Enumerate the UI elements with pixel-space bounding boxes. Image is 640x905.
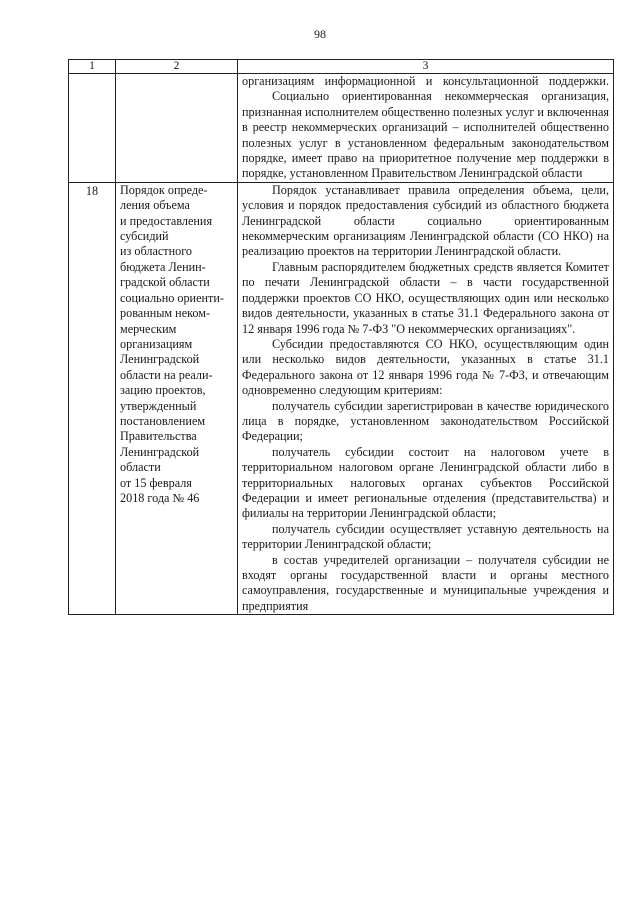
row-paragraph: в состав учредителей организации – получателя субсидии не входят органы государственной власти и органы местного самоуправления, государственные и муниципальные учреждения и предприятия [242,552,609,613]
row-title-line: рованным неком- [120,306,211,321]
row-text-cell [238,182,614,614]
row-paragraph: Субсидии предоставляются СО НКО, осуществляющим один или несколько видов деятельности, указанных в статье 31.1 Федерального закона от 12 января 1996 года № 7-ФЗ, и отвечающим одновременно следующим критериям: [242,336,609,398]
continuation-paragraph: Социально ориентированная некоммерческая организация, признанная исполнителем общественно полезных услуг и включенная в реестр некоммерческих организаций – исполнителей общественно полезных услуг в установленном федеральным законодательством порядке, имеет право на приоритетное получение мер поддержки в порядке, установленном Правительством Ленинградской области [242,89,609,181]
document-table [68,59,614,615]
header-col-3: 3 [238,60,614,74]
row-title-line: утвержденный [120,398,197,413]
row-title-line: Ленинградской [120,444,200,459]
row-title-line: Ленинградской [120,352,200,367]
continuation-number-cell [69,74,116,183]
header-col-2: 2 [116,60,238,74]
row-paragraph: Главным распорядителем бюджетных средств является Комитет по печати Ленинградской области – в части государственной поддержки проектов СО НКО, осуществляющих один или несколько видов деятельности, указанных в статье 31.1 Федерального закона от 12 января 1996 года № 7-ФЗ "О некоммерческих организациях". [242,259,609,336]
continuation-paragraph: организациям информационной и консультационной поддержки. [242,74,609,88]
row-title-line: зацию проектов, [120,383,206,398]
row-paragraph: получатель субсидии зарегистрирован в качестве юридического лица в порядке, установленном законодательством Российской Федерации; [242,398,609,444]
row-title-line: 2018 года № 46 [120,490,200,505]
page-number: 98 [314,27,326,41]
table-row-18 [69,182,614,614]
row-title-line: социально ориенти- [120,290,224,305]
row-title-line: градской области [120,275,210,290]
continuation-row [69,74,614,183]
row-number: 18 [69,182,116,614]
continuation-text-cell [238,74,614,183]
table-header-row [69,60,614,74]
row-title-line: области [120,460,161,475]
row-title-line: ления объема [120,198,190,213]
row-title-line: Порядок опреде- [120,182,208,197]
row-title-line: и предоставления [120,213,213,228]
row-title-line: субсидий [120,229,169,244]
row-title-line: Правительства [120,429,197,444]
row-paragraph: Порядок устанавливает правила определения объема, цели, условия и порядок предоставления субсидий из областного бюджета Ленинградской области социально ориентированным некоммерческим организациям Ленинградской области (СО НКО) на реализацию проектов на территории Ленинградской области. [242,182,609,259]
row-title-line: из областного [120,244,193,259]
row-title-line: области на реали- [120,367,213,382]
row-title-line: организациям [120,336,193,351]
row-title-line: постановлением [120,413,206,428]
continuation-title-cell [116,74,238,183]
row-paragraph: получатель субсидии состоит на налоговом учете в территориальном налоговом органе Ленинградской области либо в территориальных налоговых органах субъектов Российской Федерации и имеет региональные отделения (представительства) и филиалы на территории Ленинградской области; [242,444,609,521]
row-paragraph: получатель субсидии осуществляет уставную деятельность на территории Ленинградской области; [242,521,609,552]
header-col-1: 1 [69,60,116,74]
row-title-line: от 15 февраля [120,475,192,490]
row-title-line: бюджета Ленин- [120,259,206,274]
row-title-cell [116,182,238,614]
row-title-line: мерческим [120,321,177,336]
